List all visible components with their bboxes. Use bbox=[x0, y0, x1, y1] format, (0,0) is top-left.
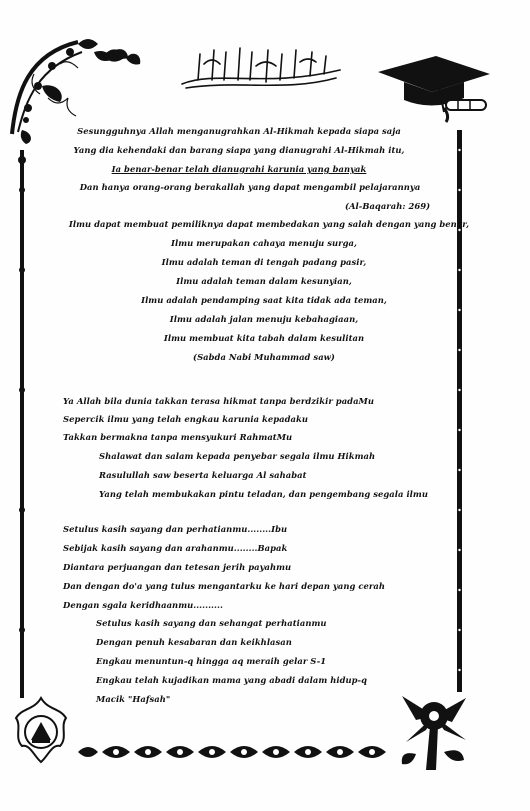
quran-reference: (Al-Baqarah: 269) bbox=[345, 201, 431, 211]
prayer-indented-line: Shalawat dan salam kepada penyebar segala ilmu Hikmah bbox=[99, 451, 376, 461]
quran-line: Yang dia kehendaki dan barang siapa yang dianugrahi Al-Hikmah itu, bbox=[73, 145, 405, 155]
quran-line: Ia benar-benar telah dianugrahi karunia yang banyak bbox=[111, 164, 367, 174]
hadith-line: Ilmu merupakan cahaya menuju surga, bbox=[171, 238, 357, 248]
dedication-line: Dan dengan do'a yang tulus mengantarku ke hari depan yang cerah bbox=[63, 581, 385, 591]
quran-line: Dan hanya orang-orang berakallah yang dapat mengambil pelajarannya bbox=[79, 182, 421, 192]
dedication-indented-line: Engkau telah kujadikan mama yang abadi dalam hidup-q bbox=[96, 675, 367, 685]
hadith-line: Ilmu dapat membuat pemiliknya dapat membedakan yang salah dengan yang benar, bbox=[68, 219, 470, 229]
hadith-reference: (Sabda Nabi Muhammad saw) bbox=[193, 352, 335, 362]
hadith-line: Ilmu adalah jalan menuju kebahagiaan, bbox=[169, 314, 359, 324]
hadith-line: Ilmu membuat kita tabah dalam kesulitan bbox=[163, 333, 365, 343]
right-border-ornament bbox=[455, 130, 464, 692]
graduation-cap-icon bbox=[374, 52, 494, 124]
prayer-line: Ya Allah bila dunia takkan terasa hikmat tanpa berdzikir padaMu bbox=[63, 396, 375, 406]
left-border-ornament bbox=[17, 150, 27, 698]
prayer-line: Takkan bermakna tanpa mensyukuri RahmatMu bbox=[63, 432, 293, 442]
dedication-line: Setulus kasih sayang dan perhatianmu........Ibu bbox=[63, 524, 288, 534]
dedication-line: Sebijak kasih sayang dan arahanmu........Bapak bbox=[63, 543, 288, 553]
university-logo bbox=[8, 694, 74, 766]
quran-line: Sesungguhnya Allah menganugrahkan Al-Hikmah kepada siapa saja bbox=[77, 126, 401, 136]
basmalah-calligraphy bbox=[176, 40, 346, 96]
prayer-line: Sepercik ilmu yang telah engkau karunia kepadaku bbox=[63, 414, 309, 424]
dedication-indented-line: Setulus kasih sayang dan sehangat perhatianmu bbox=[96, 618, 327, 628]
hadith-line: Ilmu adalah teman di tengah padang pasir, bbox=[161, 257, 367, 267]
dedication-line: Diantara perjuangan dan tetesan jerih payahmu bbox=[63, 562, 292, 572]
prayer-indented-line: Yang telah membukakan pintu teladan, dan pengembang segala ilmu bbox=[99, 489, 428, 499]
dedication-indented-line: Dengan penuh kesabaran dan keikhlasan bbox=[96, 637, 292, 647]
floral-ornament-bottom-right bbox=[396, 686, 472, 772]
hadith-line: Ilmu adalah pendamping saat kita tidak ada teman, bbox=[141, 295, 387, 305]
bottom-border-ornament bbox=[78, 740, 398, 764]
dedication-signature: Macik "Hafsah" bbox=[96, 694, 171, 704]
prayer-indented-line: Rasulullah saw beserta keluarga Al sahabat bbox=[99, 470, 307, 480]
dedication-indented-line: Engkau menuntun-q hingga aq meraih gelar S-1 bbox=[96, 656, 327, 666]
hadith-line: Ilmu adalah teman dalam kesunyian, bbox=[176, 276, 352, 286]
dedication-line: Dengan sgala keridhaanmu.......... bbox=[63, 600, 223, 610]
